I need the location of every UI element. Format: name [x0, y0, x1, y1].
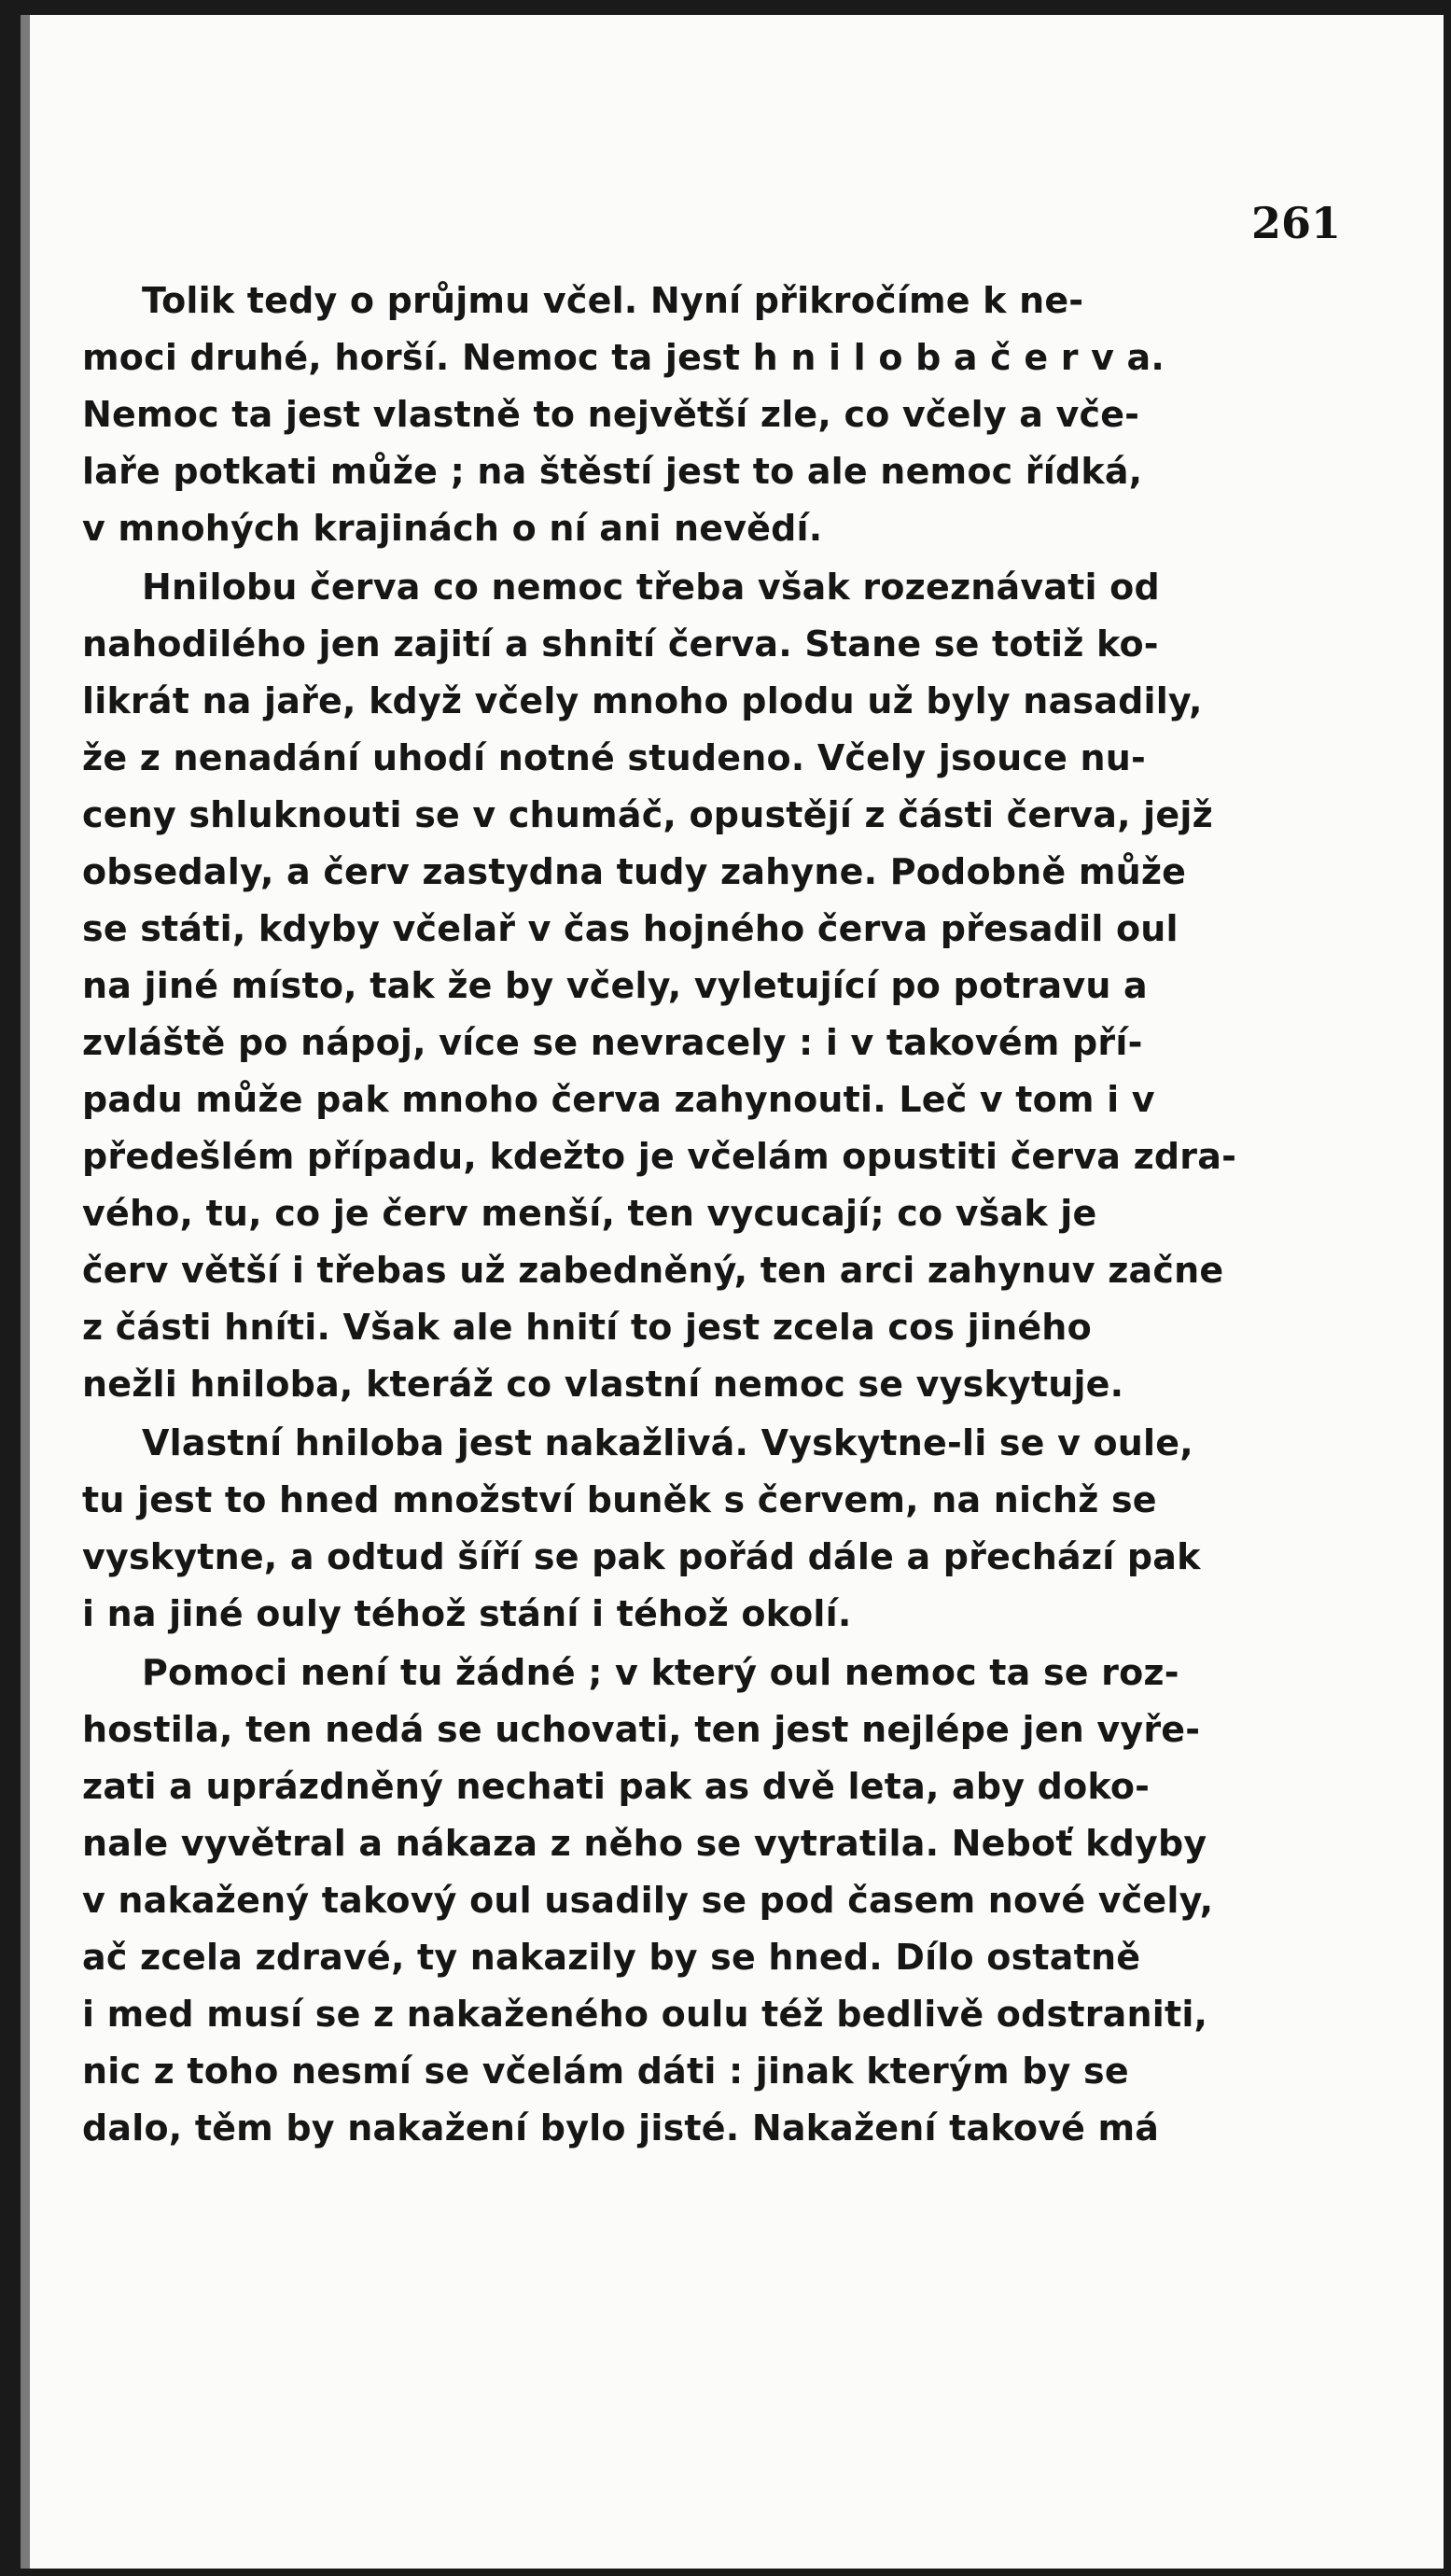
text-line: z části hníti. Však ale hnití to jest zcela cos jiného — [82, 1307, 1092, 1348]
scan-left-border — [0, 0, 21, 2576]
text-line: červ větší i třebas už zabedněný, ten arci zahynuv začne — [82, 1250, 1224, 1291]
text-line: zvláště po nápoj, více se nevracely : i v takovém pří- — [82, 1022, 1143, 1063]
text-line: Vlastní hniloba jest nakažlivá. Vyskytne-li se v oule, — [142, 1422, 1193, 1463]
paragraph-1 — [82, 273, 1239, 557]
text-line: v nakažený takový oul usadily se pod časem nové včely, — [82, 1880, 1214, 1921]
text-line: dalo, těm by nakažení bylo jisté. Nakažení takové má — [82, 2107, 1160, 2149]
text-line: nic z toho nesmí se včelám dáti : jinak kterým by se — [82, 2051, 1129, 2092]
paragraph-2 — [82, 559, 1239, 1413]
text-line: nežli hniloba, kteráž co vlastní nemoc se vyskytuje. — [82, 1364, 1124, 1405]
paragraph-3 — [82, 1415, 1239, 1643]
paragraph-4 — [82, 1645, 1239, 2157]
page-number: 261 — [1250, 198, 1341, 248]
text-line: Pomoci není tu žádné ; v který oul nemoc ta se roz- — [142, 1652, 1179, 1693]
text-line: na jiné místo, tak že by včely, vyletující po potravu a — [82, 965, 1148, 1006]
text-line: ač zcela zdravé, ty nakazily by se hned. Dílo ostatně — [82, 1937, 1141, 1978]
text-line: padu může pak mnoho červa zahynouti. Leč v tom i v — [82, 1079, 1155, 1120]
text-line: se státi, kdyby včelař v čas hojného červa přesadil oul — [82, 908, 1179, 949]
text-line: vého, tu, co je červ menší, ten vycucají; co však je — [82, 1193, 1097, 1234]
scan-top-border — [0, 0, 1451, 15]
text-line: i na jiné ouly téhož stání i téhož okolí. — [82, 1593, 852, 1634]
text-line: nahodilého jen zajití a shnití červa. Stane se totiž ko- — [82, 623, 1159, 665]
text-line: hostila, ten nedá se uchovati, ten jest nejlépe jen vyře- — [82, 1709, 1201, 1750]
text-line: vyskytne, a odtud šíří se pak pořád dále a přechází pak — [82, 1536, 1201, 1577]
text-line: likrát na jaře, když včely mnoho plodu už byly nasadily, — [82, 680, 1203, 721]
text-line: v mnohých krajinách o ní ani nevědí. — [82, 508, 823, 549]
text-line: moci druhé, horší. Nemoc ta jest h n i l o b a č e r v a. — [82, 337, 1165, 378]
text-line: Nemoc ta jest vlastně to největší zle, co včely a vče- — [82, 394, 1140, 435]
text-line: nale vyvětral a nákaza z něho se vytratila. Neboť kdyby — [82, 1823, 1207, 1864]
text-line: i med musí se z nakaženého oulu též bedlivě odstraniti, — [82, 1994, 1208, 2035]
text-line: Hnilobu červa co nemoc třeba však rozeznávati od — [142, 567, 1160, 608]
page-body-text — [82, 273, 1239, 2159]
text-line: obsedaly, a červ zastydna tudy zahyne. Podobně může — [82, 851, 1187, 892]
text-line: laře potkati může ; na štěstí jest to ale nemoc řídká, — [82, 451, 1143, 492]
text-line: že z nenadání uhodí notné studeno. Včely jsouce nu- — [82, 737, 1146, 778]
text-line: zati a uprázdněný nechati pak as dvě leta, aby doko- — [82, 1766, 1151, 1807]
text-line: ceny shluknouti se v chumáč, opustějí z části červa, jejž — [82, 794, 1213, 835]
scan-binding-shadow — [21, 15, 30, 2576]
text-line: tu jest to hned množství buněk s červem, na nichž se — [82, 1479, 1157, 1520]
text-line: předešlém případu, kdežto je včelám opustiti červa zdra- — [82, 1136, 1237, 1177]
scan-bottom-border — [0, 2569, 1451, 2576]
scan-right-border — [1444, 0, 1451, 2576]
text-line: Tolik tedy o průjmu včel. Nyní přikročíme k ne- — [142, 280, 1084, 321]
